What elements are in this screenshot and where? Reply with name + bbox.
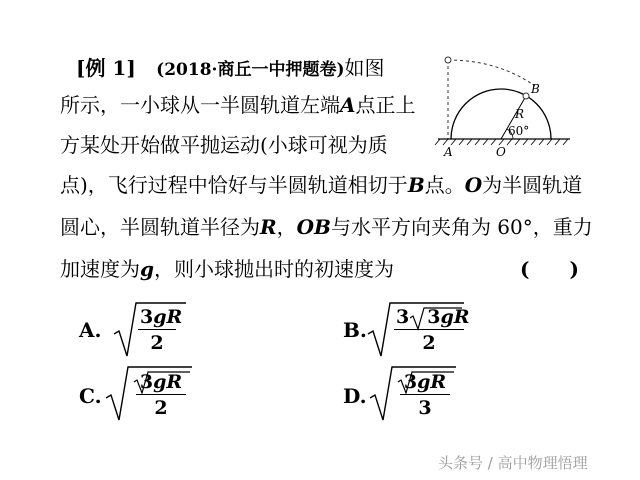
line-5-end: 与水平方向夹角为 60°，重力 xyxy=(330,215,593,239)
watermark: 头条号 / 高中物理悟理 xyxy=(438,454,588,472)
line-6-text: 加速度为 xyxy=(60,257,140,281)
label-o: O xyxy=(496,145,506,158)
option-c-fraction: $\frac{3gR}{2}$ xyxy=(136,370,186,421)
line-6-end: ，则小球抛出时的初速度为 xyxy=(153,257,394,281)
line-4-end: 为半圆轨道 xyxy=(482,173,583,197)
question-line-4 xyxy=(60,171,582,199)
question-line-5 xyxy=(60,213,593,241)
segment-ob-ref: OB xyxy=(296,215,331,239)
question-line-2 xyxy=(60,91,416,119)
trajectory-dashed-curve xyxy=(448,60,535,86)
option-a-label[interactable]: A. xyxy=(79,318,102,342)
line-4-text: 点)，飞行过程中恰好与半圆轨道相切于 xyxy=(60,173,408,197)
option-c-label[interactable]: C. xyxy=(79,384,102,408)
label-a: A xyxy=(444,145,453,158)
question-line-6 xyxy=(60,255,394,283)
point-b-ref: B xyxy=(407,173,425,197)
point-a-ref: A xyxy=(340,93,356,117)
option-b-label[interactable]: B. xyxy=(343,318,367,342)
label-b: B xyxy=(531,82,540,96)
answer-blank: ( ) xyxy=(520,257,579,281)
point-o-ref: O xyxy=(464,173,483,197)
option-d-label[interactable]: D. xyxy=(343,384,367,408)
option-b-fraction: $\frac{3 3gR}{2}$ xyxy=(396,306,470,354)
gravity-ref: g xyxy=(140,257,154,281)
question-line-1 xyxy=(76,54,385,84)
semicircle-track xyxy=(451,89,551,139)
label-r: R xyxy=(515,107,525,121)
question-line-3 xyxy=(60,131,388,159)
semicircle-track-figure xyxy=(428,46,578,158)
example-tag: [例 1] xyxy=(76,56,136,80)
line-5-comma: ， xyxy=(276,215,297,239)
line-5-text: 圆心，半圆轨道半径为 xyxy=(60,215,260,239)
line-1-end: 如图 xyxy=(344,56,385,80)
line-2-end: 点正上 xyxy=(355,93,416,117)
option-d-fraction: $\frac{3gR}{3}$ xyxy=(400,370,450,421)
line-2-text: 所示，一小球从一半圆轨道左端 xyxy=(60,93,340,117)
source-label: (2018·商丘一中押题卷) xyxy=(156,60,345,80)
ball-at-b xyxy=(523,93,529,99)
angle-label: 60° xyxy=(508,124,530,138)
ball-start xyxy=(445,57,451,63)
radius-ref: R xyxy=(260,215,277,239)
line-3-text: 方某处开始做平抛运动(小球可视为质 xyxy=(60,133,388,157)
option-a-fraction: $\frac{3gR}{2}$ xyxy=(140,306,183,354)
line-4-mid: 点。 xyxy=(424,173,465,197)
